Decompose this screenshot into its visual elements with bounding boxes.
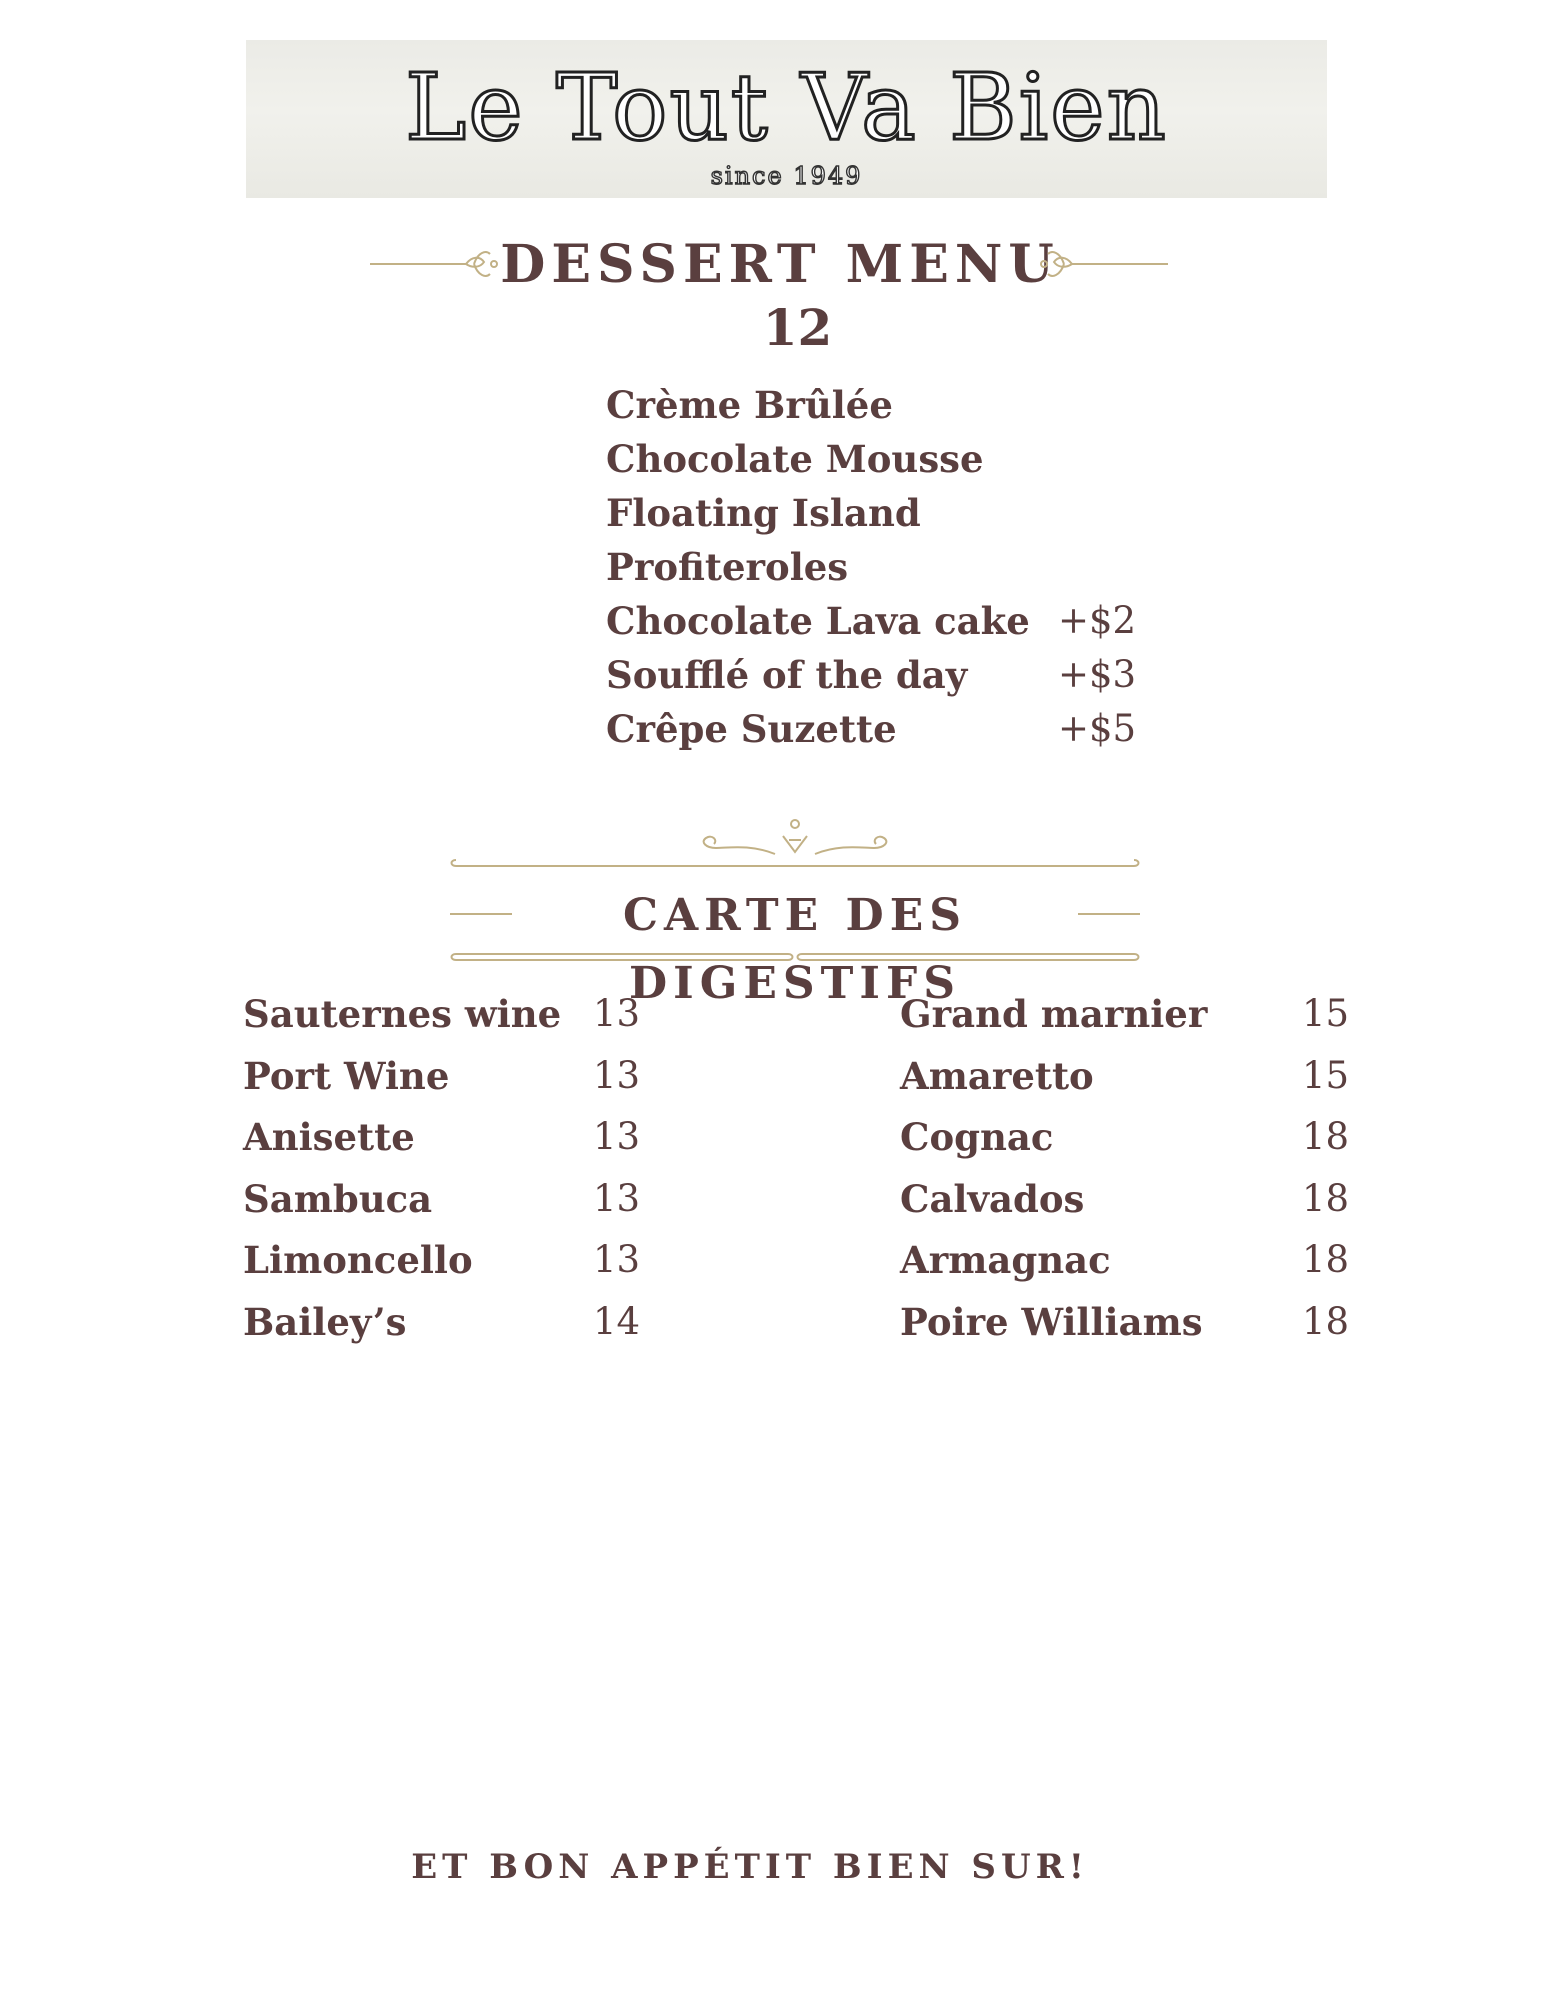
dessert-name: Profiteroles (606, 545, 849, 589)
digestif-name: Bailey’s (243, 1299, 407, 1344)
list-item (243, 1300, 663, 1362)
list-item (243, 1238, 663, 1300)
digestif-price: 14 (593, 1299, 641, 1343)
digestif-price: 18 (1302, 1238, 1350, 1281)
list-item (606, 599, 1246, 653)
digestif-name: Sambuca (243, 1176, 433, 1221)
list-item (606, 545, 1246, 599)
digestif-price: 15 (1302, 992, 1350, 1035)
dessert-supplement: +$3 (1058, 653, 1137, 696)
list-item (243, 992, 663, 1054)
list-item (243, 1177, 663, 1239)
digestif-name: Amaretto (900, 1053, 1094, 1098)
list-item (606, 437, 1246, 491)
dessert-name: Chocolate Mousse (606, 437, 984, 481)
digestif-name: Limoncello (243, 1238, 473, 1282)
list-item (606, 653, 1246, 707)
dessert-name: Floating Island (606, 491, 921, 535)
digestif-price: 18 (1302, 1176, 1350, 1220)
list-item (243, 1115, 663, 1177)
digestif-name: Armagnac (900, 1238, 1111, 1282)
list-item (243, 1054, 663, 1116)
digestif-name: Port Wine (243, 1053, 450, 1098)
digestif-name: Poire Williams (900, 1299, 1203, 1344)
digestif-name: Anisette (243, 1115, 415, 1159)
digestif-price: 13 (593, 992, 641, 1035)
digestif-price: 13 (593, 1238, 641, 1281)
list-item (900, 1177, 1350, 1239)
list-item (900, 1054, 1350, 1116)
list-item (900, 1238, 1350, 1300)
digestif-price: 13 (593, 1053, 641, 1097)
dessert-price: 12 (762, 298, 833, 357)
footer-message: ET BON APPÉTIT BIEN SUR! (411, 1847, 1089, 1887)
digestif-name: Grand marnier (900, 992, 1208, 1036)
list-item (900, 992, 1350, 1054)
dessert-name: Soufflé of the day (606, 653, 968, 697)
digestif-price: 13 (593, 1115, 641, 1158)
list-item (606, 383, 1246, 437)
right-flourish-icon (1036, 244, 1168, 284)
digestifs-right-column (900, 992, 1350, 1361)
dessert-name: Chocolate Lava cake (606, 599, 1030, 643)
dessert-menu-title: DESSERT MENU (500, 234, 1060, 295)
dessert-name: Crêpe Suzette (606, 707, 897, 751)
digestifs-left-column (243, 992, 663, 1361)
dessert-supplement: +$2 (1058, 599, 1137, 642)
digestif-price: 18 (1302, 1299, 1350, 1343)
dessert-list (606, 383, 1246, 761)
digestif-price: 18 (1302, 1115, 1350, 1158)
list-item (606, 491, 1246, 545)
dessert-name: Crème Brûlée (606, 383, 893, 427)
digestif-price: 13 (593, 1176, 641, 1220)
digestif-name: Calvados (900, 1176, 1085, 1221)
restaurant-logo: Le Tout Va Bien (405, 54, 1168, 161)
digestifs-title: CARTE DES DIGESTIFS (622, 890, 968, 1009)
list-item (900, 1115, 1350, 1177)
since-label: since 1949 (710, 162, 863, 190)
logo-banner (246, 40, 1327, 198)
digestif-name: Cognac (900, 1115, 1054, 1159)
digestif-name: Sauternes wine (243, 992, 562, 1036)
dessert-supplement: +$5 (1058, 707, 1137, 750)
list-item (606, 707, 1246, 761)
dessert-title-row (370, 230, 1190, 300)
list-item (900, 1300, 1350, 1362)
digestif-price: 15 (1302, 1053, 1350, 1097)
